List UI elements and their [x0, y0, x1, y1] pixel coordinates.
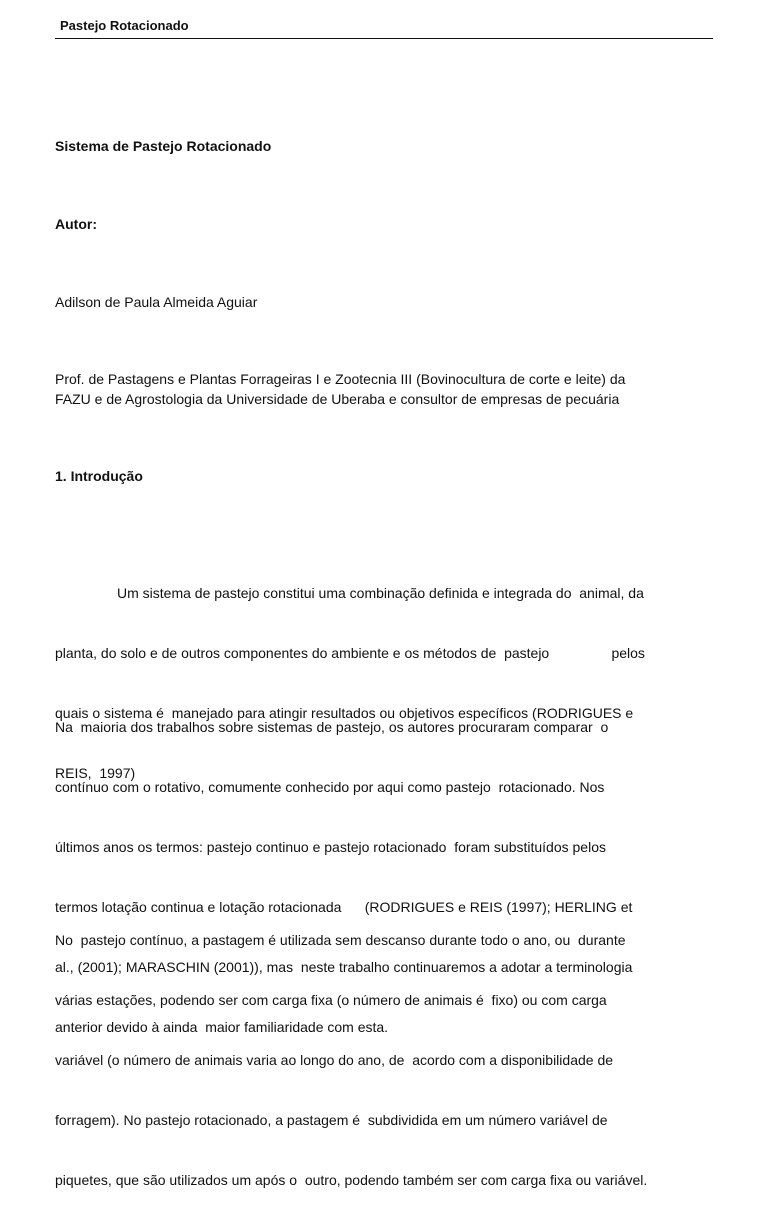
- text-line: [55, 583, 720, 603]
- text-line: REIS, 1997): [55, 765, 136, 781]
- text-line: termos lotação continua e lotação rotacionada (RODRIGUES e REIS (1997); HERLING et: [55, 899, 633, 915]
- text-line: Prof. de Pastagens e Plantas Forrageiras I e Zootecnia III (Bovinocultura de corte e leite) da: [55, 371, 626, 387]
- text-line: al., (2001); MARASCHIN (2001)), mas neste trabalho continuaremos a adotar a terminologia: [55, 959, 633, 975]
- running-title: Pastejo Rotacionado: [60, 18, 189, 33]
- text-line: planta, do solo e de outros componentes do ambiente e os métodos de pastejo pelos: [55, 645, 645, 661]
- running-header: [55, 14, 713, 39]
- text-line: piquetes, que são utilizados um após o outro, podendo também ser com carga fixa ou variável.: [55, 1172, 648, 1188]
- text-line: [55, 717, 720, 737]
- text-line: contínuo com o rotativo, comumente conhecido por aqui como pastejo rotacionado. Nos: [55, 779, 605, 795]
- text-line-content: Na maioria dos trabalhos sobre sistemas de pastejo, os autores procuraram comparar o: [55, 719, 609, 735]
- text-line: anterior devido à ainda maior familiaridade com esta.: [55, 1019, 389, 1035]
- text-line: quais o sistema é manejado para atingir resultados ou objetivos específicos (RODRIGUES e: [55, 705, 634, 721]
- text-line: No pastejo contínuo, a pastagem é utilizada sem descanso durante todo o ano, ou durante: [55, 932, 626, 948]
- document-title: Sistema de Pastejo Rotacionado: [55, 138, 272, 154]
- paragraph-3: [55, 890, 720, 1210]
- text-line: últimos anos os termos: pastejo continuo e pastejo rotacionado foram substituídos pelos: [55, 839, 606, 855]
- author-label: Autor:: [55, 216, 97, 232]
- text-line: forragem). No pastejo rotacionado, a pastagem é subdividida em um número variável de: [55, 1112, 608, 1128]
- section-heading: [55, 466, 720, 486]
- text-line: várias estações, podendo ser com carga fixa (o número de animais é fixo) ou com carga: [55, 992, 607, 1008]
- author-heading: [55, 214, 720, 234]
- text-line-content: Um sistema de pastejo constitui uma combinação definida e integrada do animal, da: [117, 585, 644, 601]
- section-heading-text: 1. Introdução: [55, 468, 143, 484]
- author-name: Adilson de Paula Almeida Aguiar: [55, 294, 258, 310]
- text-line: variável (o número de animais varia ao longo do ano, de acordo com a disponibilidade de: [55, 1052, 614, 1068]
- text-line: FAZU e de Agrostologia da Universidade de Uberaba e consultor de empresas de pecuária: [55, 391, 620, 407]
- author-affiliation: [55, 369, 720, 409]
